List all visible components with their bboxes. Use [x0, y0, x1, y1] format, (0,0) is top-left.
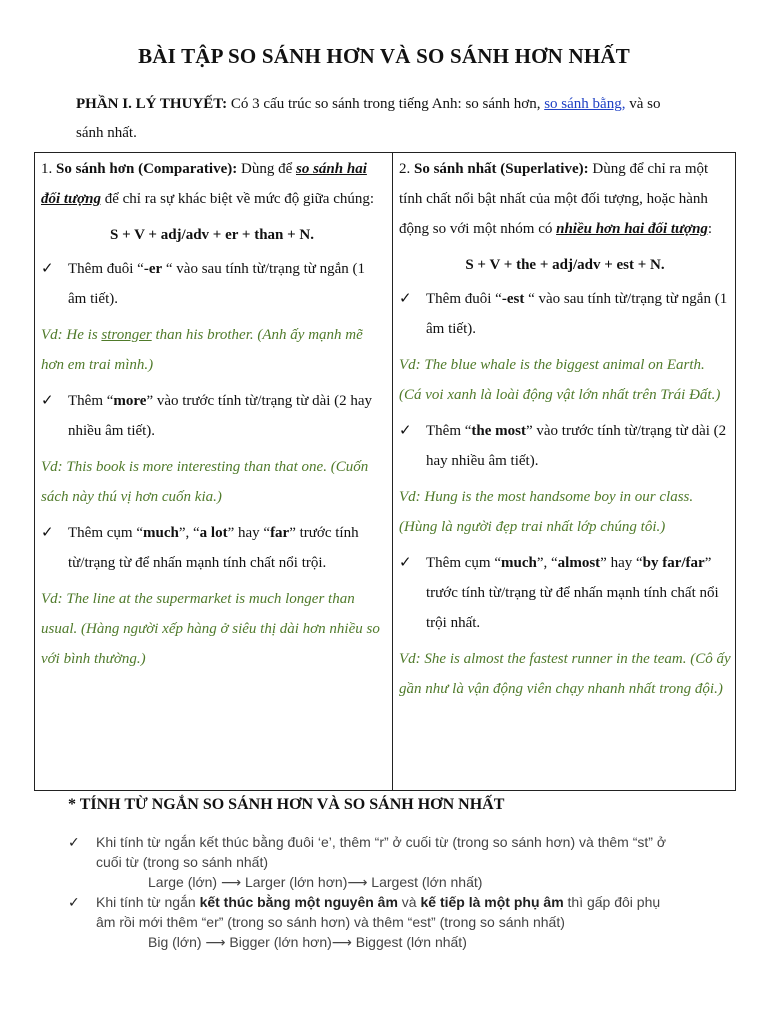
emphasis-text: nhiều hơn hai đối tượng: [556, 221, 708, 237]
intro-text: Có 3 cấu trúc so sánh trong tiếng Anh: so sánh hơn,: [227, 96, 545, 112]
comparative-formula: S + V + adj/adv + er + than + N.: [109, 227, 315, 243]
superlative-column: [399, 153, 731, 790]
comparative-rule-er: ✓ Thêm đuôi “-er “ vào sau tính từ/trạng từ ngắn (1 âm tiết).: [41, 254, 383, 314]
comparative-rule-much: ✓ Thêm cụm “much”, “a lot” hay “far” trước tính từ/trạng từ để nhấn mạnh tính chất nổi trội.: [41, 518, 383, 578]
superlative-example-3: Vd: She is almost the fastest runner in the team. (Cô ấy gần như là vận động viên chạy nhanh nhất trong đội.): [399, 651, 731, 697]
column-divider: [392, 153, 393, 790]
rule-ending-e: ✓ Khi tính từ ngắn kết thúc bằng đuôi ‘e’, thêm “r” ở cuối từ (trong so sánh hơn) và thêm “st” ở cuối từ (trong so sánh nhất): [68, 834, 666, 870]
check-icon: ✓: [68, 834, 80, 850]
comparative-example-2: Vd: This book is more interesting than that one. (Cuốn sách này thú vị hơn cuốn kia.): [41, 459, 369, 505]
intro-text-end: và so sánh nhất.: [76, 96, 661, 141]
superlative-rule-most: ✓ Thêm “the most” vào trước tính từ/trạng từ dài (2 hay nhiều âm tiết).: [399, 416, 731, 476]
definition-text: để chỉ ra sự khác biệt về mức độ giữa chúng:: [100, 191, 375, 207]
theory-table: [34, 152, 736, 791]
superlative-heading: So sánh nhất (Superlative):: [414, 161, 589, 177]
check-icon: ✓: [399, 423, 412, 439]
intro-paragraph: [76, 90, 676, 148]
emphasis-text: so sánh hai đối tượng: [41, 161, 367, 207]
superlative-example-1: Vd: The blue whale is the biggest animal on Earth. (Cá voi xanh là loài động vật lớn nhất trên Trái Đất.): [399, 357, 721, 403]
example-large: Large (lớn) ⟶ Larger (lớn hơn)⟶ Largest (lớn nhất): [148, 874, 483, 890]
check-icon: ✓: [399, 555, 412, 571]
short-adjective-heading: * TÍNH TỪ NGẮN SO SÁNH HƠN VÀ SO SÁNH HƠN NHẤT: [68, 796, 505, 813]
comparative-column: [41, 153, 383, 790]
comparative-rule-more: ✓ Thêm “more” vào trước tính từ/trạng từ dài (2 hay nhiều âm tiết).: [41, 386, 383, 446]
so-sanh-bang-link[interactable]: so sánh bằng,: [544, 96, 626, 112]
rule-double-consonant: ✓ Khi tính từ ngắn kết thúc bằng một nguyên âm và kế tiếp là một phụ âm thì gấp đôi phụ âm rồi mới thêm “er” (trong so sánh hơn) và thêm “est” (trong so sánh nhất): [68, 894, 661, 930]
short-adjective-notes: [68, 832, 668, 952]
definition-text: Dùng để: [237, 161, 296, 177]
item-number: 2.: [399, 161, 414, 177]
check-icon: ✓: [68, 894, 80, 910]
superlative-rule-est: ✓ Thêm đuôi “-est “ vào sau tính từ/trạng từ ngắn (1 âm tiết).: [399, 284, 731, 344]
example-big: Big (lớn) ⟶ Bigger (lớn hơn)⟶ Biggest (lớn nhất): [148, 934, 467, 950]
check-icon: ✓: [41, 525, 54, 541]
superlative-formula: S + V + the + adj/adv + est + N.: [465, 257, 665, 273]
definition-text: Dùng để chỉ ra một tính chất nổi bật nhất của một đối tượng, hoặc hành động so với một nhóm có: [399, 161, 709, 237]
superlative-rule-much: ✓ Thêm cụm “much”, “almost” hay “by far/far” trước tính từ/trạng từ để nhấn mạnh tính chất nổi trội nhất.: [399, 548, 731, 638]
page-title: BÀI TẬP SO SÁNH HƠN VÀ SO SÁNH HƠN NHẤT: [138, 44, 630, 68]
superlative-example-2: Vd: Hung is the most handsome boy in our class. (Hùng là người đẹp trai nhất lớp chúng tôi.): [399, 489, 694, 535]
comparative-example-1: Vd: He is stronger than his brother. (Anh ấy mạnh mẽ hơn em trai mình.): [41, 327, 363, 373]
check-icon: ✓: [399, 291, 412, 307]
superlative-definition: [399, 154, 731, 244]
comparative-heading: So sánh hơn (Comparative):: [56, 161, 238, 177]
comparative-definition: [41, 154, 383, 214]
definition-text: :: [707, 221, 713, 237]
comparative-example-3: Vd: The line at the supermarket is much longer than usual. (Hàng người xếp hàng ở siêu thị dài hơn nhiều so với bình thường.): [41, 591, 380, 667]
check-icon: ✓: [41, 393, 54, 409]
item-number: 1.: [41, 161, 56, 177]
check-icon: ✓: [41, 261, 54, 277]
section-label: PHẦN I. LÝ THUYẾT:: [76, 96, 228, 112]
